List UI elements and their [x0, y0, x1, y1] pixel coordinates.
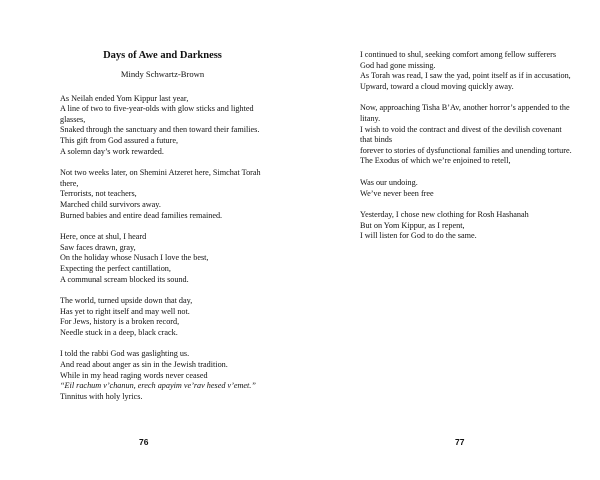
- poem-line: And read about anger as sin in the Jewish tradition.: [60, 360, 228, 370]
- poem-line: I wish to void the contract and divest of the devilish covenant that binds: [360, 124, 562, 145]
- stanza-1: [60, 94, 265, 158]
- stanza-2: [60, 168, 265, 221]
- left-poem-column: [60, 50, 265, 413]
- poem-line: Not two weeks later, on Shemini Atzeret here, Simchat Torah there,: [60, 168, 261, 188]
- poem-line: forever to stories of dysfunctional families and unending torture.: [360, 145, 572, 155]
- poem-line: On the holiday whose Nusach I love the best,: [60, 253, 209, 263]
- poem-line: Saw faces drawn, gray,: [60, 242, 136, 252]
- page-number-right: 77: [455, 437, 465, 447]
- poem-line: A solemn day’s work rewarded.: [60, 146, 164, 156]
- right-poem-column: [360, 50, 575, 253]
- stanza-4: [60, 296, 265, 338]
- page-number-left: 76: [139, 437, 149, 447]
- poem-line: Has yet to right itself and may well not.: [60, 306, 190, 316]
- poem-line: Now, approaching Tisha B’Av, another horror’s appended to the litany.: [360, 103, 570, 123]
- poem-line: We’ve never been free: [360, 188, 434, 198]
- right-page: [300, 0, 600, 480]
- stanza-7: [360, 103, 575, 167]
- poem-line: Here, once at shul, I heard: [60, 232, 147, 242]
- poem-line: I will listen for God to do the same.: [360, 231, 477, 241]
- poem-line: A communal scream blocked its sound.: [60, 274, 189, 284]
- poem-line: As Torah was read, I saw the yad, point itself as if in accusation,: [360, 71, 571, 81]
- stanza-9: [360, 210, 575, 242]
- poem-line: The world, turned upside down that day,: [60, 296, 193, 306]
- poem-line: Marched child survivors away.: [60, 199, 161, 209]
- stanza-3: [60, 232, 265, 285]
- poem-line: As Neilah ended Yom Kippur last year,: [60, 93, 189, 103]
- poem-line: Terrorists, not teachers,: [60, 189, 137, 199]
- poem-line: Tinnitus with holy lyrics.: [60, 391, 143, 401]
- poem-line: Burned babies and entire dead families remained.: [60, 210, 223, 220]
- poem-line: While in my head raging words never ceased: [60, 370, 208, 380]
- stanza-8: [360, 178, 575, 199]
- poem-line: “Eil rachum v’chanun, erech apayim ve’rav hesed v’emet.”: [60, 381, 256, 391]
- poem-line: This gift from God assured a future,: [60, 135, 179, 145]
- poem-line: Snaked through the sanctuary and then toward their families.: [60, 125, 260, 135]
- poem-line: A line of two to five-year-olds with glow sticks and lighted glasses,: [60, 104, 254, 124]
- poem-author: Mindy Schwartz-Brown: [120, 69, 205, 79]
- poem-line: For Jews, history is a broken record,: [60, 317, 180, 327]
- poem-line: Upward, toward a cloud moving quickly away.: [360, 81, 514, 91]
- poem-line: I continued to shul, seeking comfort among fellow sufferers: [360, 50, 557, 59]
- poem-line: I told the rabbi God was gaslighting us.: [60, 349, 190, 359]
- poem-line: The Exodus of which we’re enjoined to retell,: [360, 156, 511, 166]
- poem-line: Expecting the perfect cantillation,: [60, 263, 171, 273]
- poem-line: Yesterday, I chose new clothing for Rosh Hashanah: [360, 210, 529, 220]
- poem-title: Days of Awe and Darkness: [103, 50, 222, 61]
- poem-line: But on Yom Kippur, as I repent,: [360, 220, 465, 230]
- poem-line: Needle stuck in a deep, black crack.: [60, 327, 178, 337]
- stanza-5: [60, 349, 265, 402]
- poem-line: Was our undoing.: [360, 177, 418, 187]
- poem-line: God had gone missing.: [360, 60, 436, 70]
- stanza-6: [360, 50, 575, 92]
